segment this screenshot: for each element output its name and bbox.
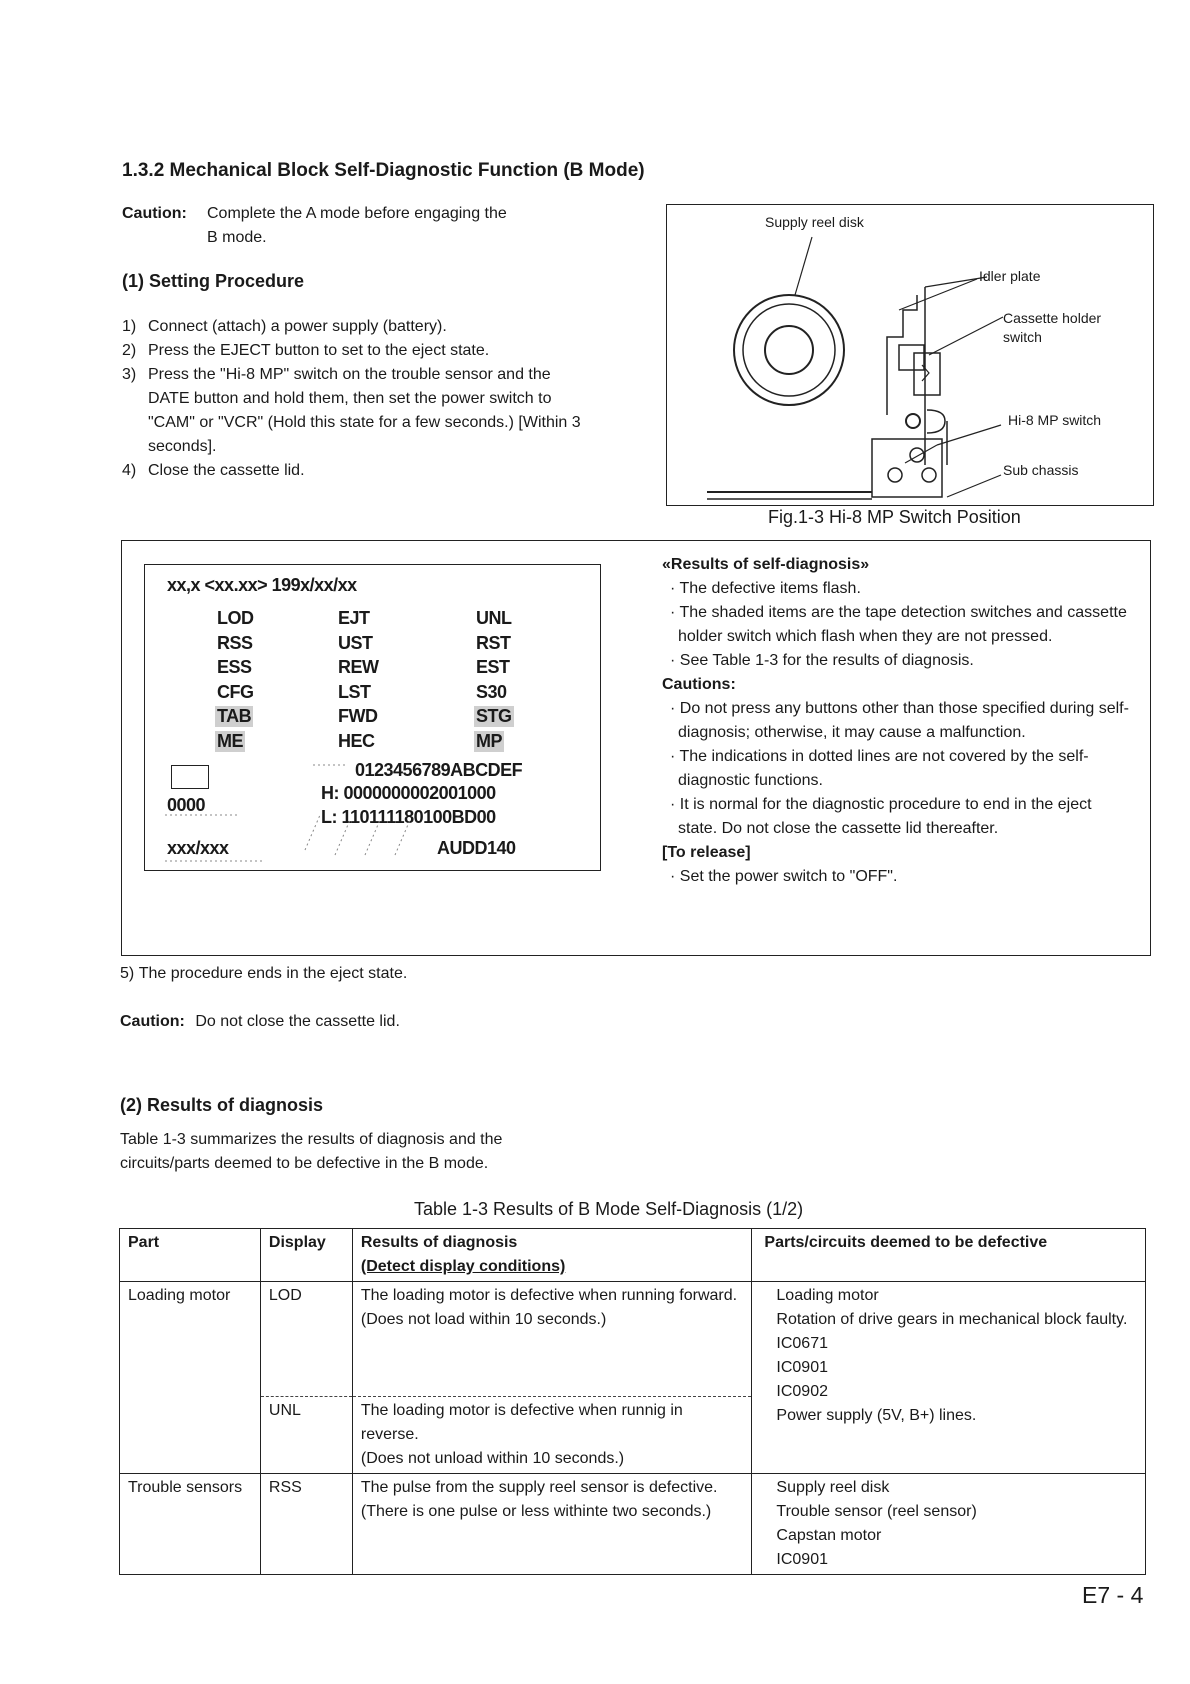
osd-lod: LOD	[217, 608, 254, 628]
row1-part: Loading motor	[120, 1282, 261, 1474]
table-row	[120, 1474, 1146, 1575]
figure-box	[666, 204, 1154, 506]
diagnosis-table	[119, 1228, 1146, 1575]
row2-part: Trouble sensors	[120, 1474, 261, 1575]
step-3: 3) Press the "Hi-8 MP" switch on the trouble sensor and the DATE button and hold them, then set the power switch to "CAM" or "VCR" (Hold this state for a few seconds.) [Within 3 seconds].	[122, 366, 581, 455]
osd-ess: ESS	[217, 657, 252, 677]
osd-tab: TAB	[217, 706, 252, 726]
osd-cfg: CFG	[217, 682, 254, 702]
osd-est: EST	[476, 657, 510, 677]
table-caption: Table 1-3 Results of B Mode Self-Diagnosis (1/2)	[414, 1199, 804, 1219]
osd-version: AUDD140	[437, 838, 516, 858]
osd-counter: 0000	[167, 795, 206, 815]
row2-parts: Supply reel disk Trouble sensor (reel sensor) Capstan motor IC0901	[752, 1474, 1146, 1575]
row1-result-b: The loading motor is defective when runnig in reverse. (Does not unload within 10 seconds.)	[352, 1397, 752, 1474]
osd-s30: S30	[476, 682, 507, 702]
label-sub-chassis: Sub chassis	[1003, 462, 1079, 478]
release-item: · Set the power switch to "OFF".	[670, 868, 898, 885]
label-supply-reel: Supply reel disk	[765, 214, 864, 230]
osd-hec: HEC	[338, 731, 375, 751]
osd-hex: 0123456789ABCDEF	[355, 760, 523, 780]
osd-rew: REW	[338, 657, 379, 677]
label-cassette-holder-1: Cassette holder	[1003, 310, 1102, 326]
results-section-line-1: Table 1-3 summarizes the results of diagnosis and the	[120, 1131, 503, 1148]
figure-caption: Fig.1-3 Hi-8 MP Switch Position	[768, 507, 1021, 527]
caution-2-label: Caution:	[120, 1013, 185, 1030]
mechanism-diagram	[667, 205, 1153, 505]
osd-unl: UNL	[476, 608, 512, 628]
setting-steps	[122, 315, 592, 483]
results-heading: «Results of self-diagnosis»	[662, 556, 870, 573]
caution-1-label: Caution:	[122, 205, 187, 222]
label-cassette-holder-2: switch	[1003, 329, 1042, 345]
osd-rst: RST	[476, 633, 511, 653]
row1-display-b: UNL	[260, 1397, 352, 1474]
step-5: 5) The procedure ends in the eject state.	[120, 965, 408, 982]
osd-date: xxx/xxx	[167, 838, 229, 858]
label-hi8: Hi-8 MP switch	[1008, 412, 1102, 428]
caution-2-text: Do not close the cassette lid.	[195, 1013, 400, 1030]
results-section-heading: (2) Results of diagnosis	[120, 1095, 324, 1115]
row2-display: RSS	[260, 1474, 352, 1575]
osd-me: ME	[217, 731, 243, 751]
row1-display-a: LOD	[260, 1282, 352, 1397]
osd-rss: RSS	[217, 633, 253, 653]
osd-fwd: FWD	[338, 706, 378, 726]
row1-parts: Loading motor Rotation of drive gears in mechanical block faulty. IC0671 IC0901 IC0902 Power supply (5V, B+) lines.	[752, 1282, 1146, 1474]
osd-dotted-lines	[145, 565, 600, 870]
diagnosis-box	[121, 540, 1151, 956]
setting-heading: (1) Setting Procedure	[122, 271, 305, 291]
osd-ust: UST	[338, 633, 373, 653]
page-number: E7 - 4	[1082, 1582, 1144, 1608]
results-section-line-2: circuits/parts deemed to be defective in the B mode.	[120, 1155, 489, 1172]
result-item-3: · See Table 1-3 for the results of diagnosis.	[670, 652, 974, 669]
caution-item-3: · It is normal for the diagnostic procedure to end in the eject state. Do not close the cassette lid thereafter.	[670, 796, 1092, 837]
header-display: Display	[260, 1229, 352, 1282]
cautions-heading: Cautions:	[662, 676, 736, 693]
row2-result: The pulse from the supply reel sensor is defective. (There is one pulse or less withinte two seconds.)	[352, 1474, 752, 1575]
caution-item-2: · The indications in dotted lines are not covered by the self-diagnostic functions.	[670, 748, 1089, 789]
osd-lst: LST	[338, 682, 371, 702]
row1-result-a: The loading motor is defective when running forward. (Does not load within 10 seconds.)	[352, 1282, 752, 1397]
osd-stg: STG	[476, 706, 512, 726]
caution-1	[122, 202, 507, 246]
release-heading: [To release]	[662, 844, 751, 861]
caution-2	[120, 1010, 400, 1034]
result-item-1: · The defective items flash.	[670, 580, 861, 597]
osd-ejt: EJT	[338, 608, 370, 628]
caution-item-1: · Do not press any buttons other than those specified during self-diagnosis; otherwise, it may cause a malfunction.	[670, 700, 1129, 741]
osd-l-line: L: 110111180100BD00	[321, 807, 496, 827]
result-item-2: · The shaded items are the tape detection switches and cassette holder switch which flash when they are not pressed.	[670, 604, 1127, 645]
table-header-row	[120, 1229, 1146, 1282]
table-row	[120, 1282, 1146, 1397]
osd-h-line: H: 0000000002001000	[321, 783, 496, 803]
section-title: 1.3.2 Mechanical Block Self-Diagnostic Function (B Mode)	[122, 160, 645, 181]
header-part: Part	[120, 1229, 261, 1282]
label-idler: Idler plate	[979, 268, 1041, 284]
caution-1-text-a: Complete the A mode before engaging the	[207, 205, 507, 222]
header-parts: Parts/circuits deemed to be defective	[752, 1229, 1146, 1282]
osd-top-line: xx,x <xx.xx> 199x/xx/xx	[167, 575, 357, 595]
caution-1-text-b: B mode.	[207, 229, 267, 246]
osd-screen	[144, 564, 601, 871]
header-results: Results of diagnosis (Detect display conditions)	[352, 1229, 752, 1282]
step-2: 2) Press the EJECT button to set to the eject state.	[122, 342, 490, 359]
results-text	[662, 553, 1132, 889]
osd-mp: MP	[476, 731, 502, 751]
step-4: 4) Close the cassette lid.	[122, 462, 305, 479]
step-1: 1) Connect (attach) a power supply (battery).	[122, 318, 447, 335]
